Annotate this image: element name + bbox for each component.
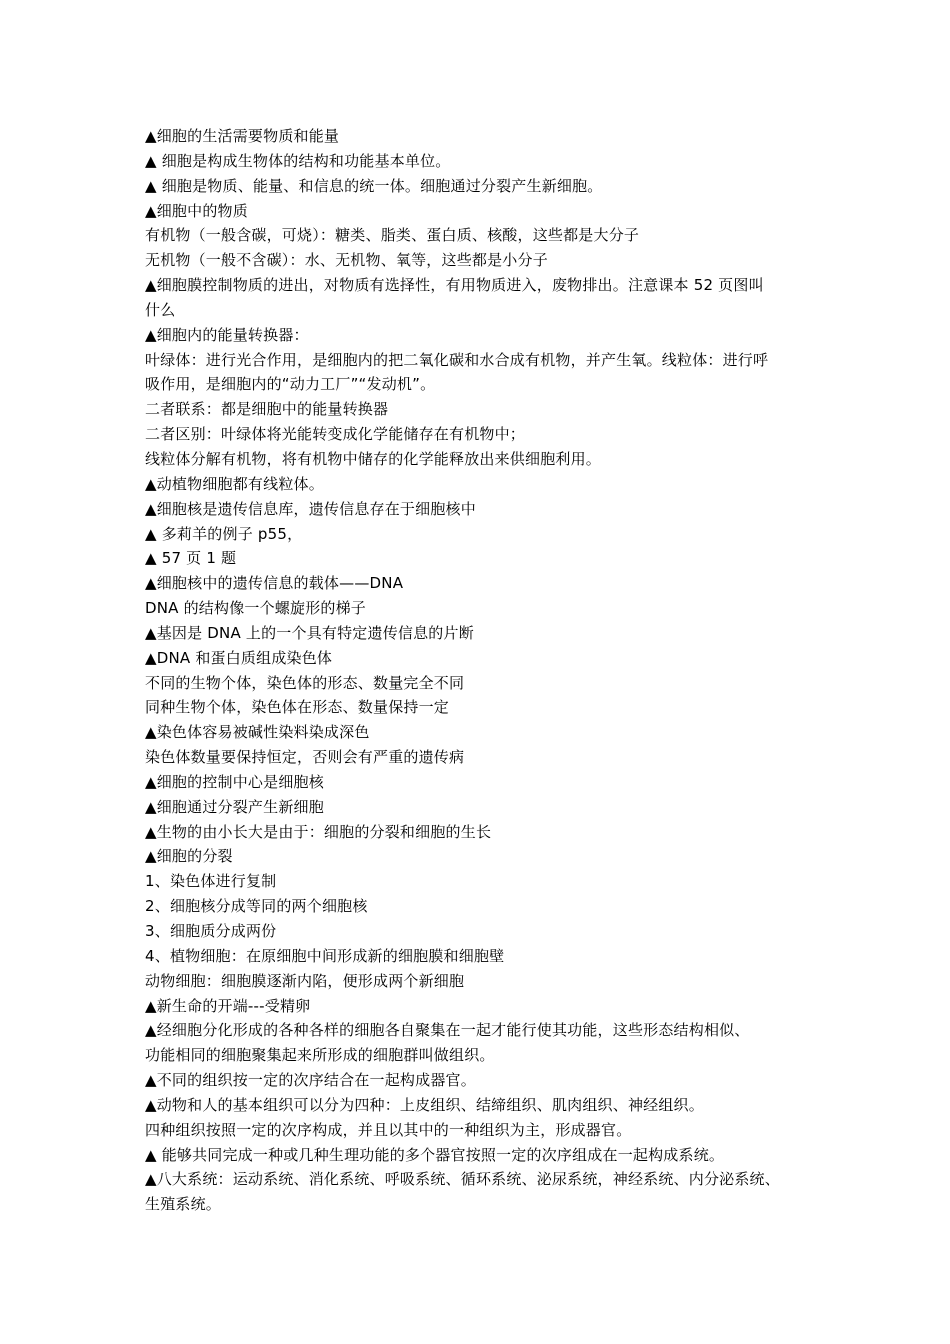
text-line: 什么 <box>145 300 176 319</box>
text-line: 2、细胞核分成等同的两个细胞核 <box>145 897 368 916</box>
text-line: ▲动植物细胞都有线粒体。 <box>145 474 324 493</box>
text-line: 染色体数量要保持恒定，否则会有严重的遗传病 <box>145 748 465 767</box>
text-line: 线粒体分解有机物，将有机物中储存的化学能释放出来供细胞利用。 <box>145 449 602 468</box>
text-line: 有机物（一般含碳，可烧）：糖类、脂类、蛋白质、核酸，这些都是大分子 <box>145 226 640 245</box>
text-line: 动物细胞：细胞膜逐渐内陷，便形成两个新细胞 <box>145 971 465 990</box>
text-line: 二者区别：叶绿体将光能转变成化学能储存在有机物中； <box>145 425 526 444</box>
text-line: ▲细胞的生活需要物质和能量 <box>145 127 340 145</box>
text-line: 不同的生物个体，染色体的形态、数量完全不同 <box>145 673 465 692</box>
text-line: ▲八大系统：运动系统、消化系统、呼吸系统、循环系统、泌尿系统，神经系统、内分泌系统、 <box>145 1170 780 1189</box>
text-line: ▲细胞核中的遗传信息的载体——DNA <box>145 574 404 593</box>
text-line: ▲不同的组织按一定的次序结合在一起构成器官。 <box>145 1071 476 1090</box>
text-line: ▲经细胞分化形成的各种各样的细胞各自聚集在一起才能行使其功能，这些形态结构相似、 <box>145 1021 750 1040</box>
text-line: ▲ 57 页 1 题 <box>145 549 237 568</box>
text-line: ▲ 细胞是构成生物体的结构和功能基本单位。 <box>145 151 451 170</box>
text-line: 四种组织按照一定的次序构成，并且以其中的一种组织为主，形成器官。 <box>145 1120 632 1139</box>
text-line: 生殖系统。 <box>145 1195 222 1214</box>
document-text <box>145 124 815 1217</box>
text-line: ▲基因是 DNA 上的一个具有特定遗传信息的片断 <box>145 623 474 642</box>
text-line: DNA 的结构像一个螺旋形的梯子 <box>145 599 367 618</box>
text-line: 吸作用，是细胞内的“动力工厂”“发动机”。 <box>145 375 436 394</box>
text-line: ▲新生命的开端---受精卵 <box>145 996 311 1015</box>
text-line: ▲生物的由小长大是由于：细胞的分裂和细胞的生长 <box>145 822 492 841</box>
text-line: 二者联系：都是细胞中的能量转换器 <box>145 400 389 419</box>
text-line: 叶绿体：进行光合作用，是细胞内的把二氧化碳和水合成有机物，并产生氧。线粒体：进行呼 <box>145 350 769 369</box>
text-line: 4、植物细胞：在原细胞中间形成新的细胞膜和细胞壁 <box>145 946 505 965</box>
text-line: ▲ 能够共同完成一种或几种生理功能的多个器官按照一定的次序组成在一起构成系统。 <box>145 1145 725 1164</box>
text-line: ▲ 多莉羊的例子 p55， <box>145 524 303 543</box>
text-line: ▲细胞的控制中心是细胞核 <box>145 772 324 791</box>
text-line: 3、细胞质分成两份 <box>145 922 277 940</box>
text-line: 功能相同的细胞聚集起来所形成的细胞群叫做组织。 <box>145 1046 495 1065</box>
text-line: ▲细胞内的能量转换器： <box>145 325 309 344</box>
text-line: ▲细胞核是遗传信息库，遗传信息存在于细胞核中 <box>145 499 476 518</box>
text-line: ▲细胞中的物质 <box>145 201 248 220</box>
text-line: 同种生物个体，染色体在形态、数量保持一定 <box>145 698 450 717</box>
text-line: 1、染色体进行复制 <box>145 872 277 891</box>
text-line: ▲染色体容易被碱性染料染成深色 <box>145 723 370 742</box>
text-line: ▲细胞的分裂 <box>145 847 233 866</box>
text-line: ▲ 细胞是物质、能量、和信息的统一体。细胞通过分裂产生新细胞。 <box>145 176 603 195</box>
text-line: ▲细胞膜控制物质的进出，对物质有选择性，有用物质进入，废物排出。注意课本 52 页图叫 <box>145 276 764 295</box>
text-line: ▲细胞通过分裂产生新细胞 <box>145 797 324 816</box>
text-line: 无机物（一般不含碳）：水、无机物、氧等，这些都是小分子 <box>145 251 548 270</box>
text-line: ▲动物和人的基本组织可以分为四种：上皮组织、结缔组织、肌肉组织、神经组织。 <box>145 1095 704 1114</box>
text-line: ▲DNA 和蛋白质组成染色体 <box>145 648 333 667</box>
